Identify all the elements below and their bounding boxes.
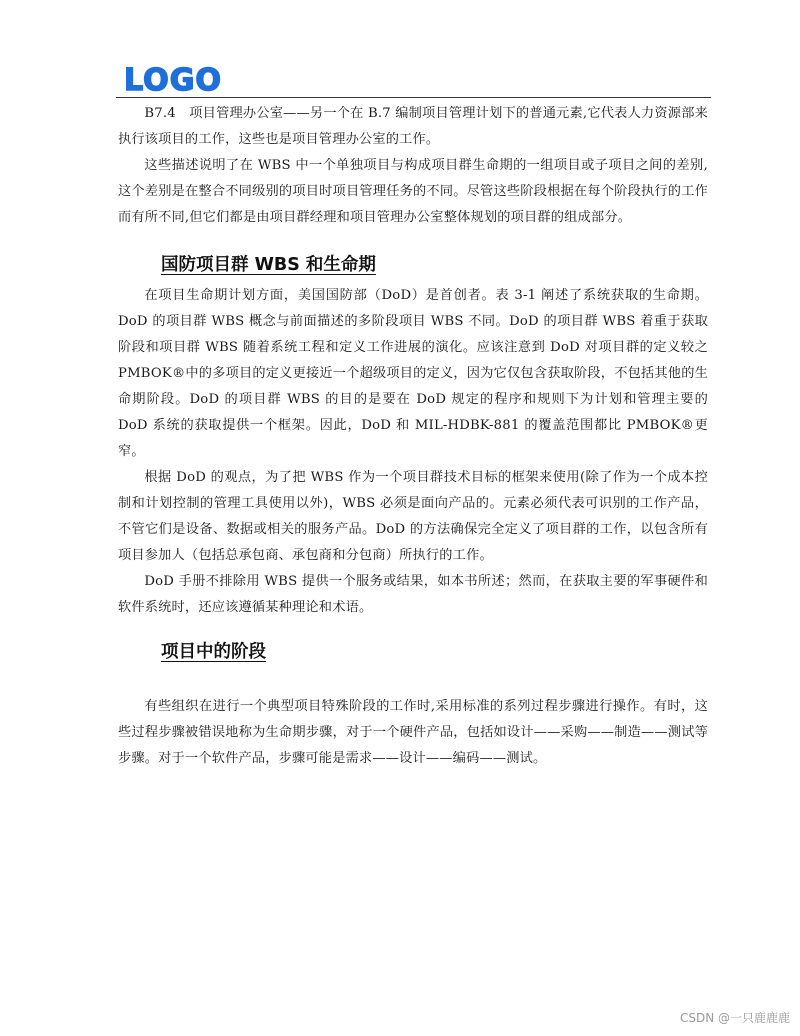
- logo: [124, 62, 224, 94]
- section-heading-text: 项目中的阶段: [161, 642, 266, 662]
- logo-text: LOGO: [124, 63, 222, 94]
- paragraph: B7.4 项目管理办公室——另一个在 B.7 编制项目管理计划下的普通元素,它代表人力资源部来执行该项目的工作，这些也是项目管理办公室的工作。: [118, 106, 708, 147]
- section-heading-text: 国防项目群 WBS 和生命期: [161, 255, 376, 275]
- document-body: [118, 101, 708, 772]
- paragraph: 有些组织在进行一个典型项目特殊阶段的工作时,采用标准的系列过程步骤进行操作。有时，这些过程步骤被错误地称为生命期步骤，对于一个硬件产品，包括如设计——采购——制造——测试等步骤。对于一个软件产品，步骤可能是需求——设计——编码——测试。: [118, 699, 708, 766]
- paragraph: 在项目生命期计划方面，美国国防部（DoD）是首创者。表 3-1 阐述了系统获取的生命期。DoD 的项目群 WBS 概念与前面描述的多阶段项目 WBS 不同。DoD 的项目群 WBS 着重于获取阶段和项目群 WBS 随着系统工程和定义工作进展的演化。应该注意到 DoD 对项目群的定义较之 PMBOK®中的多项目的定义更接近一个超级项目的定义，因为它仅包含获取阶段，不包括其他的生命期阶段。DoD 的项目群 WBS 的目的是要在 DoD 规定的程序和规则下为计划和管理主要的 DoD 系统的获取提供一个框架。因此，DoD 和 MIL-HDBK-881 的覆盖范围都比 PMBOK®更窄。: [118, 288, 708, 459]
- header-divider: [116, 97, 711, 98]
- paragraph: 根据 DoD 的观点，为了把 WBS 作为一个项目群技术目标的框架来使用(除了作为一个成本控制和计划控制的管理工具使用以外)，WBS 必须是面向产品的。元素必须代表可识别的工作产品，不管它们是设备、数据或相关的服务产品。DoD 的方法确保完全定义了项目群的工作，以包含所有项目参加人（包括总承包商、承包商和分包商）所执行的工作。: [118, 470, 708, 563]
- section-heading: [118, 638, 708, 666]
- paragraph: DoD 手册不排除用 WBS 提供一个服务或结果，如本书所述；然而，在获取主要的军事硬件和软件系统时，还应该遵循某种理论和术语。: [118, 574, 708, 615]
- paragraph: 这些描述说明了在 WBS 中一个单独项目与构成项目群生命期的一组项目或子项目之间的差别,这个差别是在整合不同级别的项目时项目管理任务的不同。尽管这些阶段根据在每个阶段执行的工作而有所不同,但它们都是由项目群经理和项目管理办公室整体规划的项目群的组成部分。: [118, 158, 708, 225]
- watermark: CSDN @一只鹿鹿鹿: [679, 1011, 790, 1025]
- section-heading: [118, 251, 708, 279]
